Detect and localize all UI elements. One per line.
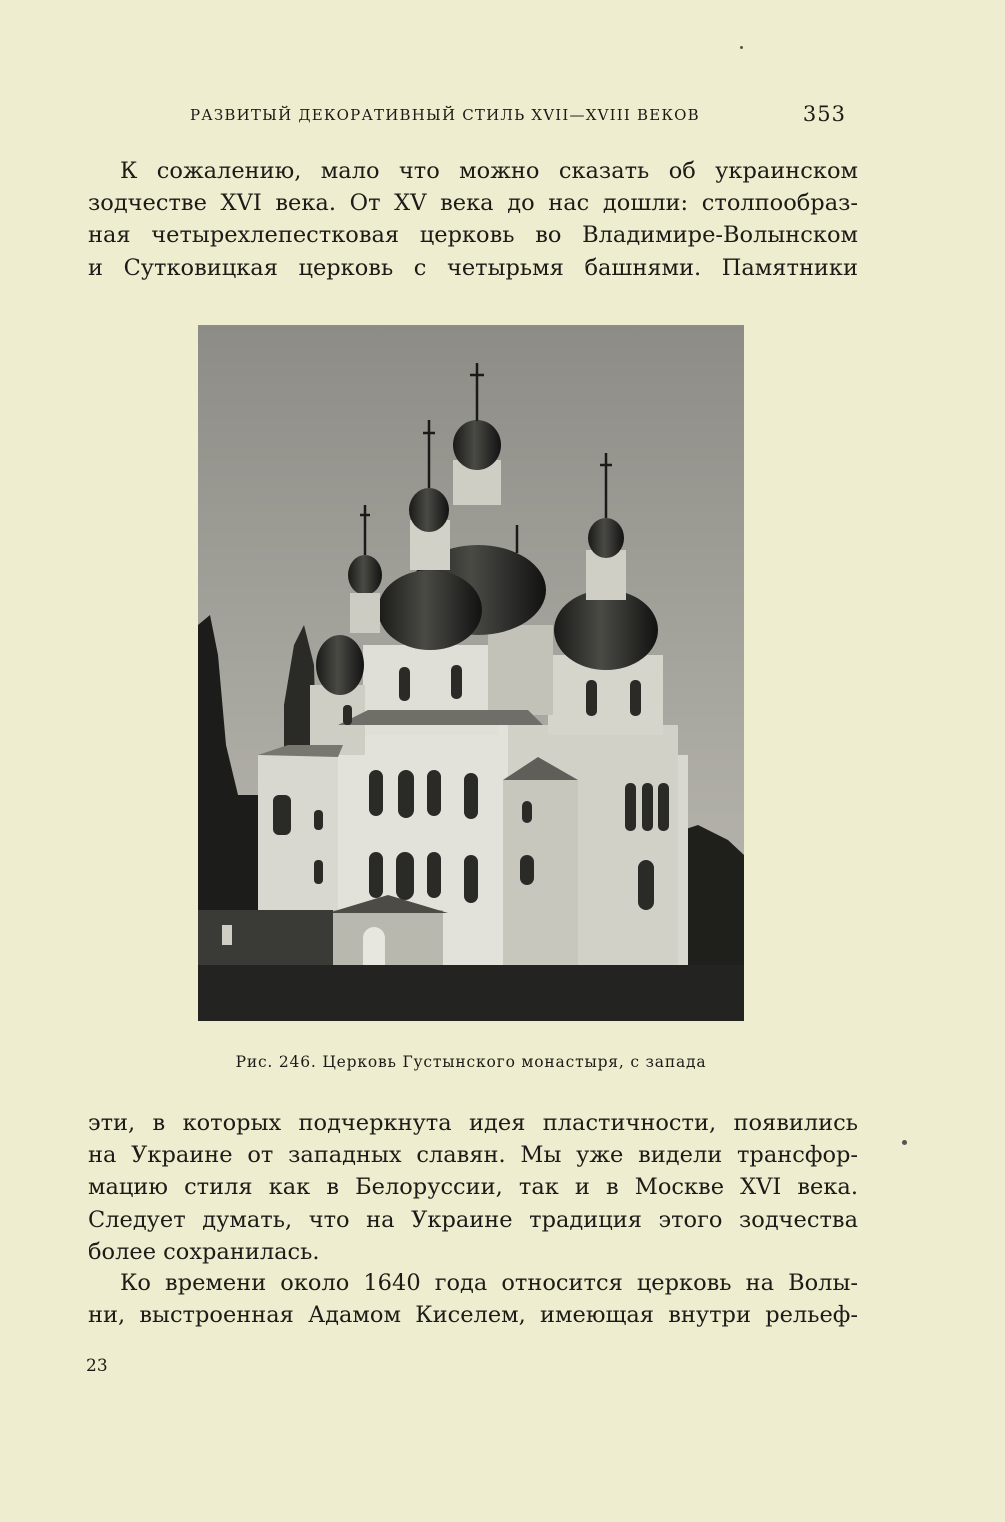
text-line: Ко времени около 1640 года относится церковь на Волы- [120,1270,858,1296]
text-line: Следует думать, что на Украине традиция этого зодчества [88,1206,858,1233]
text-line: К сожалению, мало что можно сказать об украинском [120,158,858,184]
running-head: РАЗВИТЫЙ ДЕКОРАТИВНЫЙ СТИЛЬ XVII—XVIII ВЕКОВ [190,106,700,124]
figure-caption: Рис. 246. Церковь Густынского монастыря, с запада [235,1053,707,1071]
paper-speck [902,1140,907,1145]
page-number: 353 [802,102,846,126]
text-line: эти, в которых подчеркнута идея пластичности, появились [88,1110,858,1136]
text-line: ная четырехлепестковая церковь во Владимире-Волынском [88,222,858,249]
paragraph-1 [88,155,858,284]
page-header [180,102,852,128]
text-line: и Сутковицкая церковь с четырьмя башнями. Памятники [88,254,858,281]
text-line: зодчестве XVI века. От XV века до нас дошли: столпообраз- [88,190,858,217]
paragraph-2 [88,1107,858,1268]
text-line: мацию стиля как в Белоруссии, так и в Москве XVI века. [88,1174,858,1201]
text-line: ни, выстроенная Адамом Киселем, имеющая внутри рельеф- [88,1302,858,1329]
church-illustration [198,325,744,1021]
printer-signature: 23 [86,1356,108,1376]
paragraph-3 [88,1267,858,1331]
church-photograph [198,325,744,1021]
paper-speck [740,46,743,49]
text-line: более сохранилась. [88,1238,320,1265]
text-line: на Украине от западных славян. Мы уже видели трансфор- [88,1142,858,1169]
